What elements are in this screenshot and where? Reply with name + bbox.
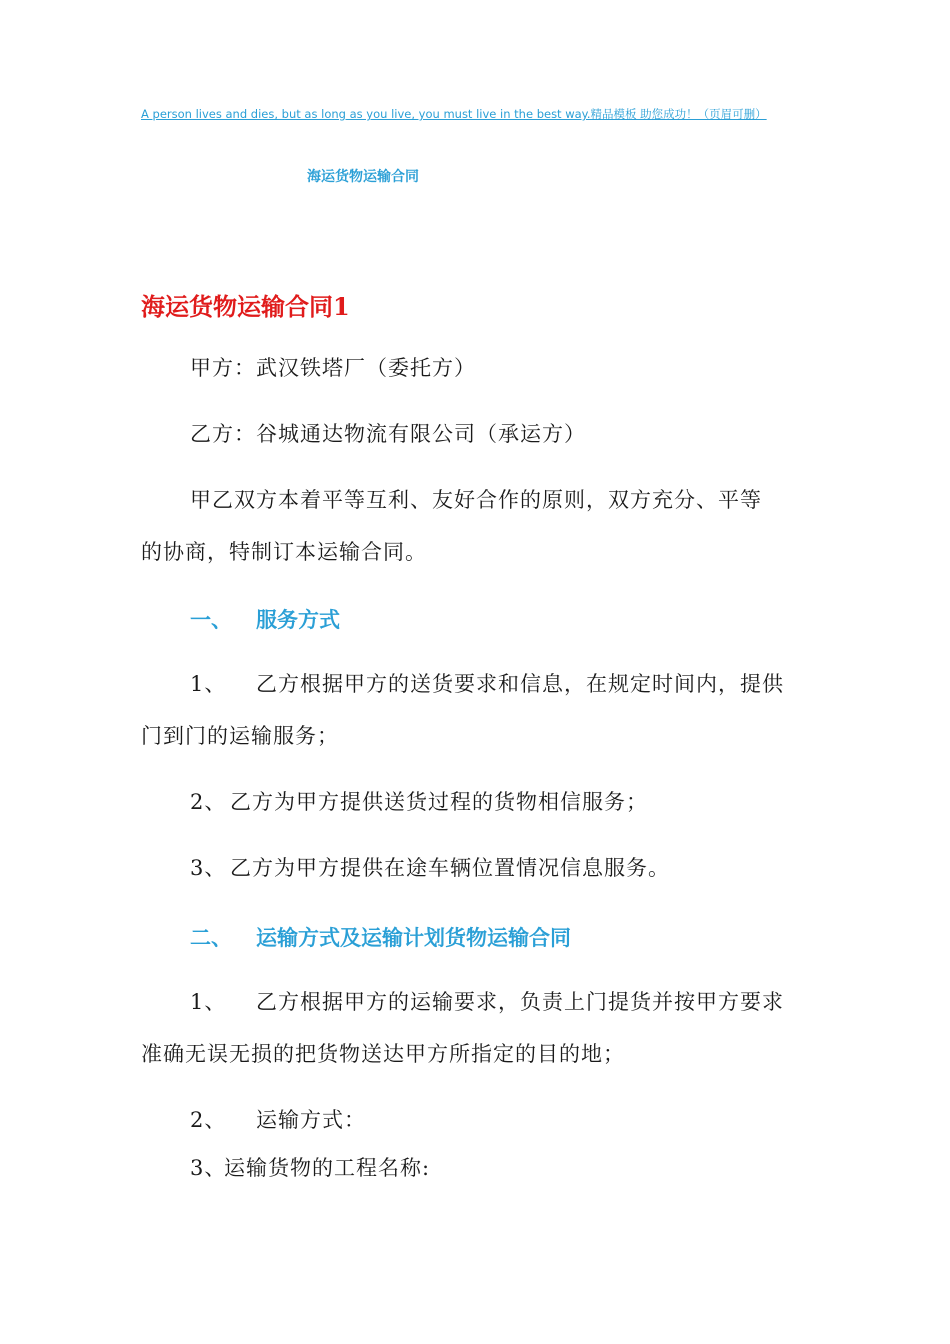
- item-number: 2、: [190, 1108, 227, 1132]
- item-number: 1、: [190, 672, 227, 696]
- section-title: 运输方式及运输计划货物运输合同: [256, 926, 571, 950]
- document-title: 海运货物运输合同1: [141, 292, 350, 321]
- party-b: 乙方：谷城通达物流有限公司（承运方）: [190, 422, 586, 446]
- item-text: 乙方根据甲方的运输要求，负责上门提货并按甲方要求: [256, 990, 784, 1014]
- list-item: [190, 658, 784, 710]
- item-text: 乙方为甲方提供在途车辆位置情况信息服务。: [230, 856, 670, 880]
- item-number: 2、: [190, 790, 227, 814]
- item-number: 3、: [190, 1156, 227, 1180]
- item-number: 3、: [190, 856, 227, 880]
- item-text: 运输货物的工程名称:: [224, 1156, 431, 1180]
- list-item-continuation: 门到门的运输服务；: [141, 724, 339, 748]
- header-tagline-link[interactable]: A person lives and dies, but as long as you live, you must live in the best way.精品模板 助您成功！（页眉可删）: [141, 107, 767, 121]
- item-text: 运输方式：: [256, 1108, 366, 1132]
- intro-paragraph-line-1: 甲乙双方本着平等互利、友好合作的原则，双方充分、平等: [190, 488, 762, 512]
- item-text: 乙方根据甲方的送货要求和信息，在规定时间内，提供: [256, 672, 784, 696]
- section-number: 一、: [190, 608, 232, 632]
- section-number: 二、: [190, 926, 232, 950]
- item-number: 1、: [190, 990, 227, 1014]
- list-item: [190, 976, 784, 1028]
- list-item-continuation: 准确无误无损的把货物送达甲方所指定的目的地；: [141, 1042, 625, 1066]
- list-item: [190, 842, 670, 894]
- party-a: 甲方：武汉铁塔厂（委托方）: [190, 356, 476, 380]
- list-item: [190, 776, 648, 828]
- item-text: 乙方为甲方提供送货过程的货物相信服务；: [230, 790, 648, 814]
- section-heading-1: [190, 604, 340, 634]
- section-heading-2: [190, 922, 571, 952]
- intro-paragraph-line-2: 的协商，特制订本运输合同。: [141, 540, 427, 564]
- list-item: [190, 1094, 366, 1146]
- list-item: [190, 1142, 430, 1194]
- section-title: 服务方式: [256, 608, 340, 632]
- header-title: 海运货物运输合同: [307, 169, 419, 185]
